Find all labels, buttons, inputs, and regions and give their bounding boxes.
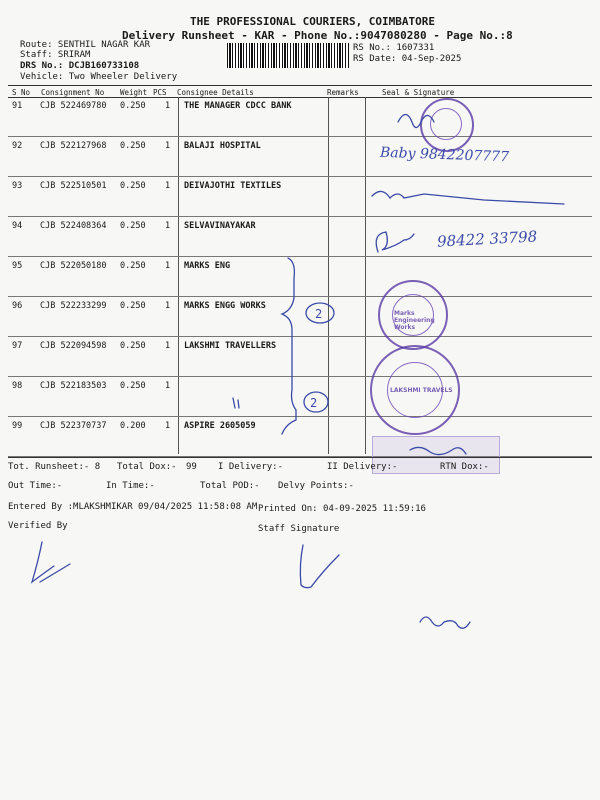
total-dox-label: Total Dox:- [117,462,177,472]
row-weight: 0.250 [120,221,146,231]
row-sno: 95 [12,261,23,271]
row-sno: 94 [12,221,23,231]
signature-verified [32,542,70,582]
col-pcs: PCS [153,88,167,97]
rs-no: RS No.: 1607331 [353,43,435,53]
row-pcs: 1 [165,341,171,351]
row-consignment: CJB 522127968 [40,141,107,151]
handwriting-row92: Baby 9842207777 [379,144,510,166]
drs-label: DRS No.: DCJB160733108 [20,61,140,71]
row-consignee: SELVAVINAYAKAR [184,221,256,231]
signature-staff [300,545,339,588]
row-pcs: 1 [165,301,171,311]
out-time: Out Time:- [8,481,63,491]
stamp-marks-text: Marks Engineering Works [394,310,435,331]
circled-number-1: 2 [315,307,323,321]
row-consignment: CJB 522408364 [40,221,107,231]
signature-row91 [398,115,434,128]
col-seal: Seal & Signature [382,88,455,97]
row-pcs: 1 [165,421,171,431]
row-pcs: 1 [165,181,171,191]
row-consignment: CJB 522370737 [40,421,107,431]
row-consignment: CJB 522510501 [40,181,107,191]
row-pcs: 1 [165,381,171,391]
col-weight: Weight [120,88,148,97]
row-weight: 0.200 [120,421,146,431]
col-consignee: Consignee Details [177,88,254,97]
signature-row99 [410,447,466,454]
row-weight: 0.250 [120,301,146,311]
row-sno: 97 [12,341,23,351]
row-weight: 0.250 [120,381,146,391]
staff-label: Staff: SRIRAM [20,50,91,60]
row-pcs: 1 [165,221,171,231]
row-consignment: CJB 522233299 [40,301,107,311]
ii-delivery: II Delivery:- [327,462,398,472]
row-weight: 0.250 [120,341,146,351]
verified-by: Verified By [8,521,68,531]
col-remarks: Remarks [327,88,359,97]
signature-bottom [420,617,470,628]
row-consignee: LAKSHMI TRAVELLERS [184,341,277,351]
row-sno: 99 [12,421,23,431]
row-pcs: 1 [165,141,171,151]
row-pcs: 1 [165,261,171,271]
row-sno: 93 [12,181,23,191]
col-sno: S No [12,88,31,97]
row-weight: 0.250 [120,261,146,271]
circle-mark-1 [306,303,334,323]
stamp-lakshmi-text: LAKSHMI TRAVELS [390,387,453,394]
row-consignment: CJB 522183503 [40,381,107,391]
circled-number-2: 2 [310,396,318,410]
in-time: In Time:- [106,481,155,491]
row-weight: 0.250 [120,101,146,111]
i-delivery: I Delivery:- [218,462,284,472]
row-consignee: THE MANAGER CDCC BANK [184,101,292,111]
handwriting-row94: 98422 33798 [436,227,538,251]
row-weight: 0.250 [120,181,146,191]
table-bottom-line [8,457,592,458]
rs-date: RS Date: 04-Sep-2025 [353,54,462,64]
row-consignee: MARKS ENGG WORKS [184,301,266,311]
signature-row94 [376,232,414,252]
signature-row93 [372,191,564,204]
row-consignee: BALAJI HOSPITAL [184,141,261,151]
row-consignment: CJB 522469780 [40,101,107,111]
runsheet-title: Delivery Runsheet - KAR - Phone No.:9047080280 - Page No.:8 [122,29,513,42]
bracket [282,258,296,434]
route-label: Route: SENTHIL NAGAR KAR [20,40,151,50]
total-dox-value: 99 [186,462,197,472]
vehicle-label: Vehicle: Two Wheeler Delivery [20,72,178,82]
tick-mark [233,398,239,408]
staff-signature-label: Staff Signature [258,524,340,534]
row-consignee: MARKS ENG [184,261,231,271]
col-consignment: Consignment No [41,88,105,97]
total-pod: Total POD:- [200,481,260,491]
row-consignment: CJB 522050180 [40,261,107,271]
row-consignment: CJB 522094598 [40,341,107,351]
row-consignee: ASPIRE 2605059 [184,421,256,431]
row-weight: 0.250 [120,141,146,151]
circle-mark-2 [304,392,328,412]
delvy-points: Delvy Points:- [278,481,354,491]
entered-by: Entered By :MLAKSHMIKAR 09/04/2025 11:58:08 AM [8,502,258,512]
row-sno: 92 [12,141,23,151]
row-consignee: DEIVAJOTHI TEXTILES [184,181,282,191]
company-title: THE PROFESSIONAL COURIERS, COIMBATORE [190,15,436,28]
row-pcs: 1 [165,101,171,111]
row-sno: 96 [12,301,23,311]
printed-on: Printed On: 04-09-2025 11:59:16 [258,504,426,514]
row-sno: 98 [12,381,23,391]
tot-runsheet: Tot. Runsheet:- 8 [8,462,101,472]
rtn-dox: RTN Dox:- [440,462,489,472]
row-sno: 91 [12,101,23,111]
